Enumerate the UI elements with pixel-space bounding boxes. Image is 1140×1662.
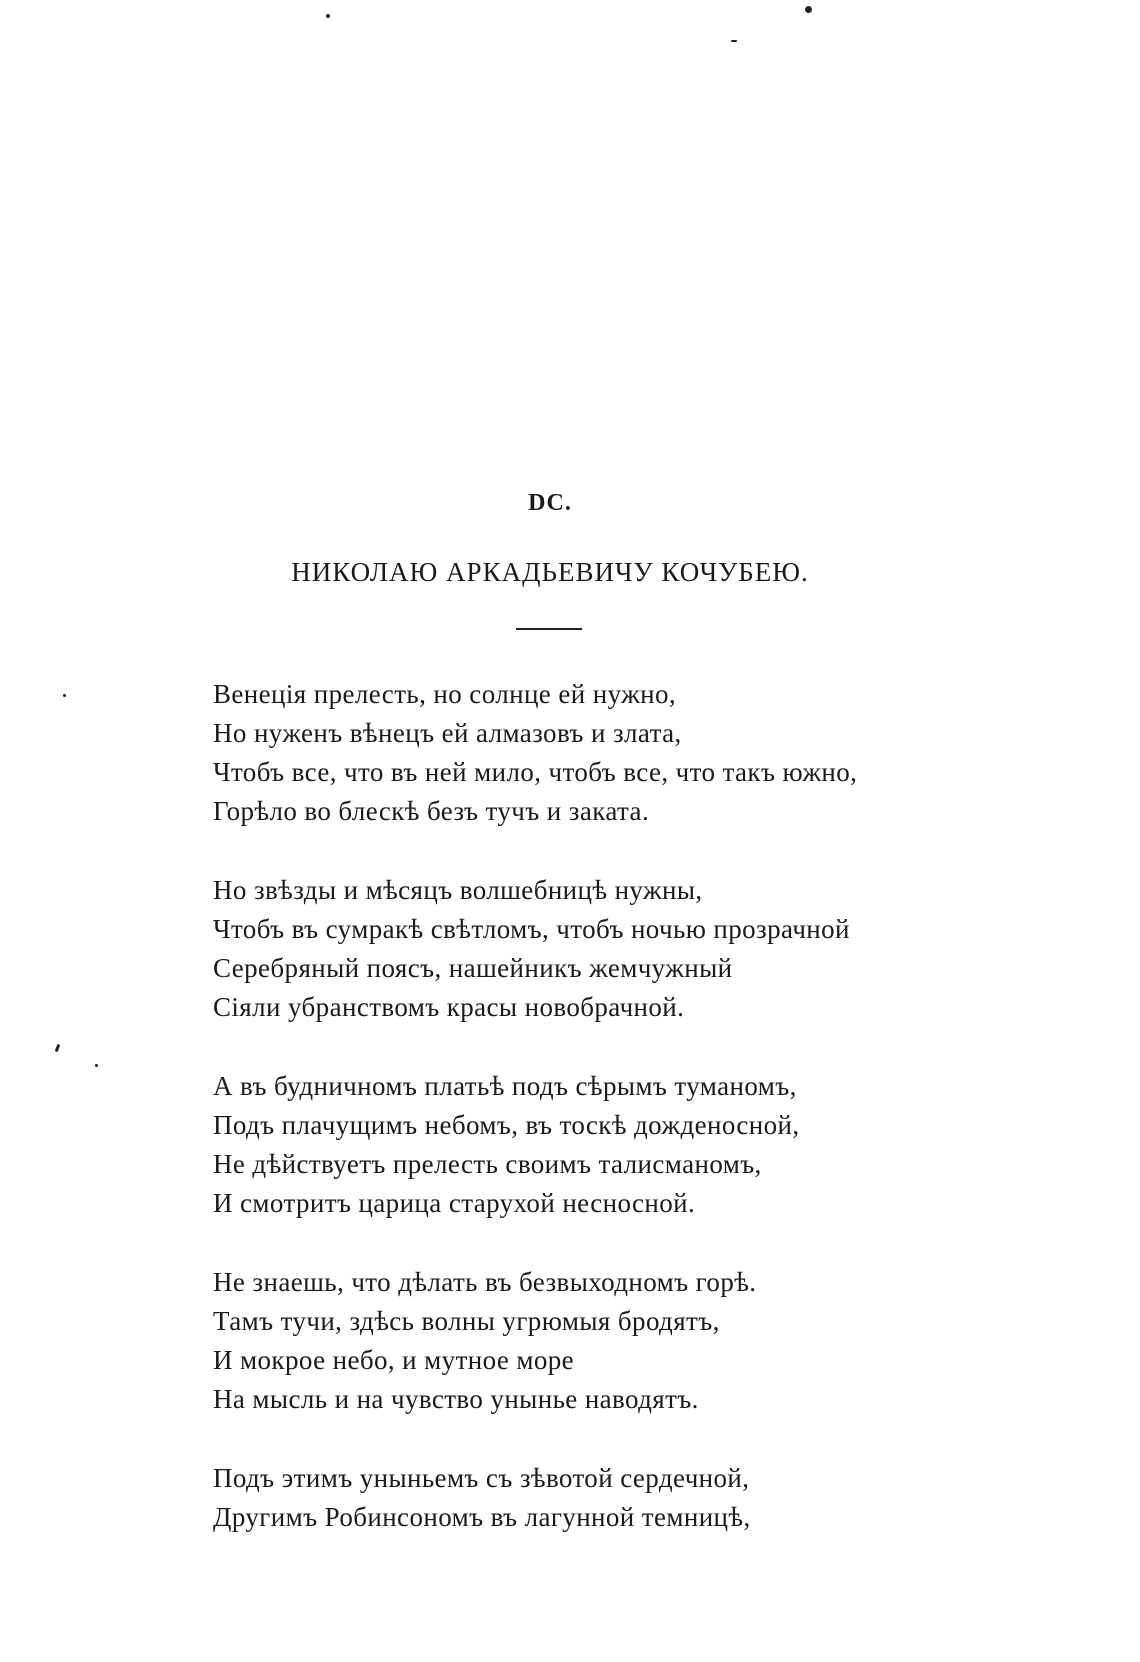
poem-line: Тамъ тучи, здѣсь волны угрюмыя бродятъ, xyxy=(213,1306,720,1336)
poem-line: Серебряный поясъ, нашейникъ жемчужный xyxy=(213,953,733,983)
poem-line: Но нуженъ вѣнецъ ей алмазовъ и злата, xyxy=(213,718,682,748)
poem-line: Венеція прелесть, но солнце ей нужно, xyxy=(213,679,677,709)
poem-line: Горѣло во блескѣ безъ тучъ и заката. xyxy=(213,796,650,826)
poem-line: Другимъ Робинсономъ въ лагунной темницѣ, xyxy=(213,1502,751,1532)
poem-line: И смотритъ царица старухой несносной. xyxy=(213,1188,696,1218)
poem-line: Не знаешь, что дѣлать въ безвыходномъ горѣ. xyxy=(213,1267,757,1297)
stanza xyxy=(213,1459,933,1537)
print-speck xyxy=(95,1064,98,1067)
poem-line: Подъ плачущимъ небомъ, въ тоскѣ дожденосной, xyxy=(213,1110,800,1140)
poem-line: Чтобъ въ сумракѣ свѣтломъ, чтобъ ночью прозрачной xyxy=(213,914,850,944)
print-speck xyxy=(731,40,737,42)
poem-line: Не дѣйствуетъ прелесть своимъ талисманомъ, xyxy=(213,1149,762,1179)
poem-line: А въ будничномъ платьѣ подъ сѣрымъ туманомъ, xyxy=(213,1071,797,1101)
stanza xyxy=(213,1067,933,1223)
stanza xyxy=(213,1263,933,1419)
stanza xyxy=(213,871,933,1027)
poem-line: На мысль и на чувство унынье наводятъ. xyxy=(213,1384,699,1414)
print-speck xyxy=(55,1044,61,1053)
poem-line: Подъ этимъ уныньемъ съ зѣвотой сердечной, xyxy=(213,1463,750,1493)
poem-line: И мокрое небо, и мутное море xyxy=(213,1345,575,1375)
print-speck xyxy=(326,14,330,18)
title-divider xyxy=(516,628,582,630)
poem-line: Но звѣзды и мѣсяцъ волшебницѣ нужны, xyxy=(213,875,703,905)
poem-number: DC. xyxy=(528,490,572,516)
print-speck xyxy=(805,6,812,13)
poem-body xyxy=(213,675,933,1577)
poem-line: Сіяли убранствомъ красы новобрачной. xyxy=(213,992,685,1022)
stanza xyxy=(213,675,933,831)
poem-dedication: НИКОЛАЮ АРКАДЬЕВИЧУ КОЧУБЕЮ. xyxy=(291,557,809,587)
print-speck xyxy=(63,694,66,697)
poem-line: Чтобъ все, что въ ней мило, чтобъ все, что такъ южно, xyxy=(213,757,858,787)
